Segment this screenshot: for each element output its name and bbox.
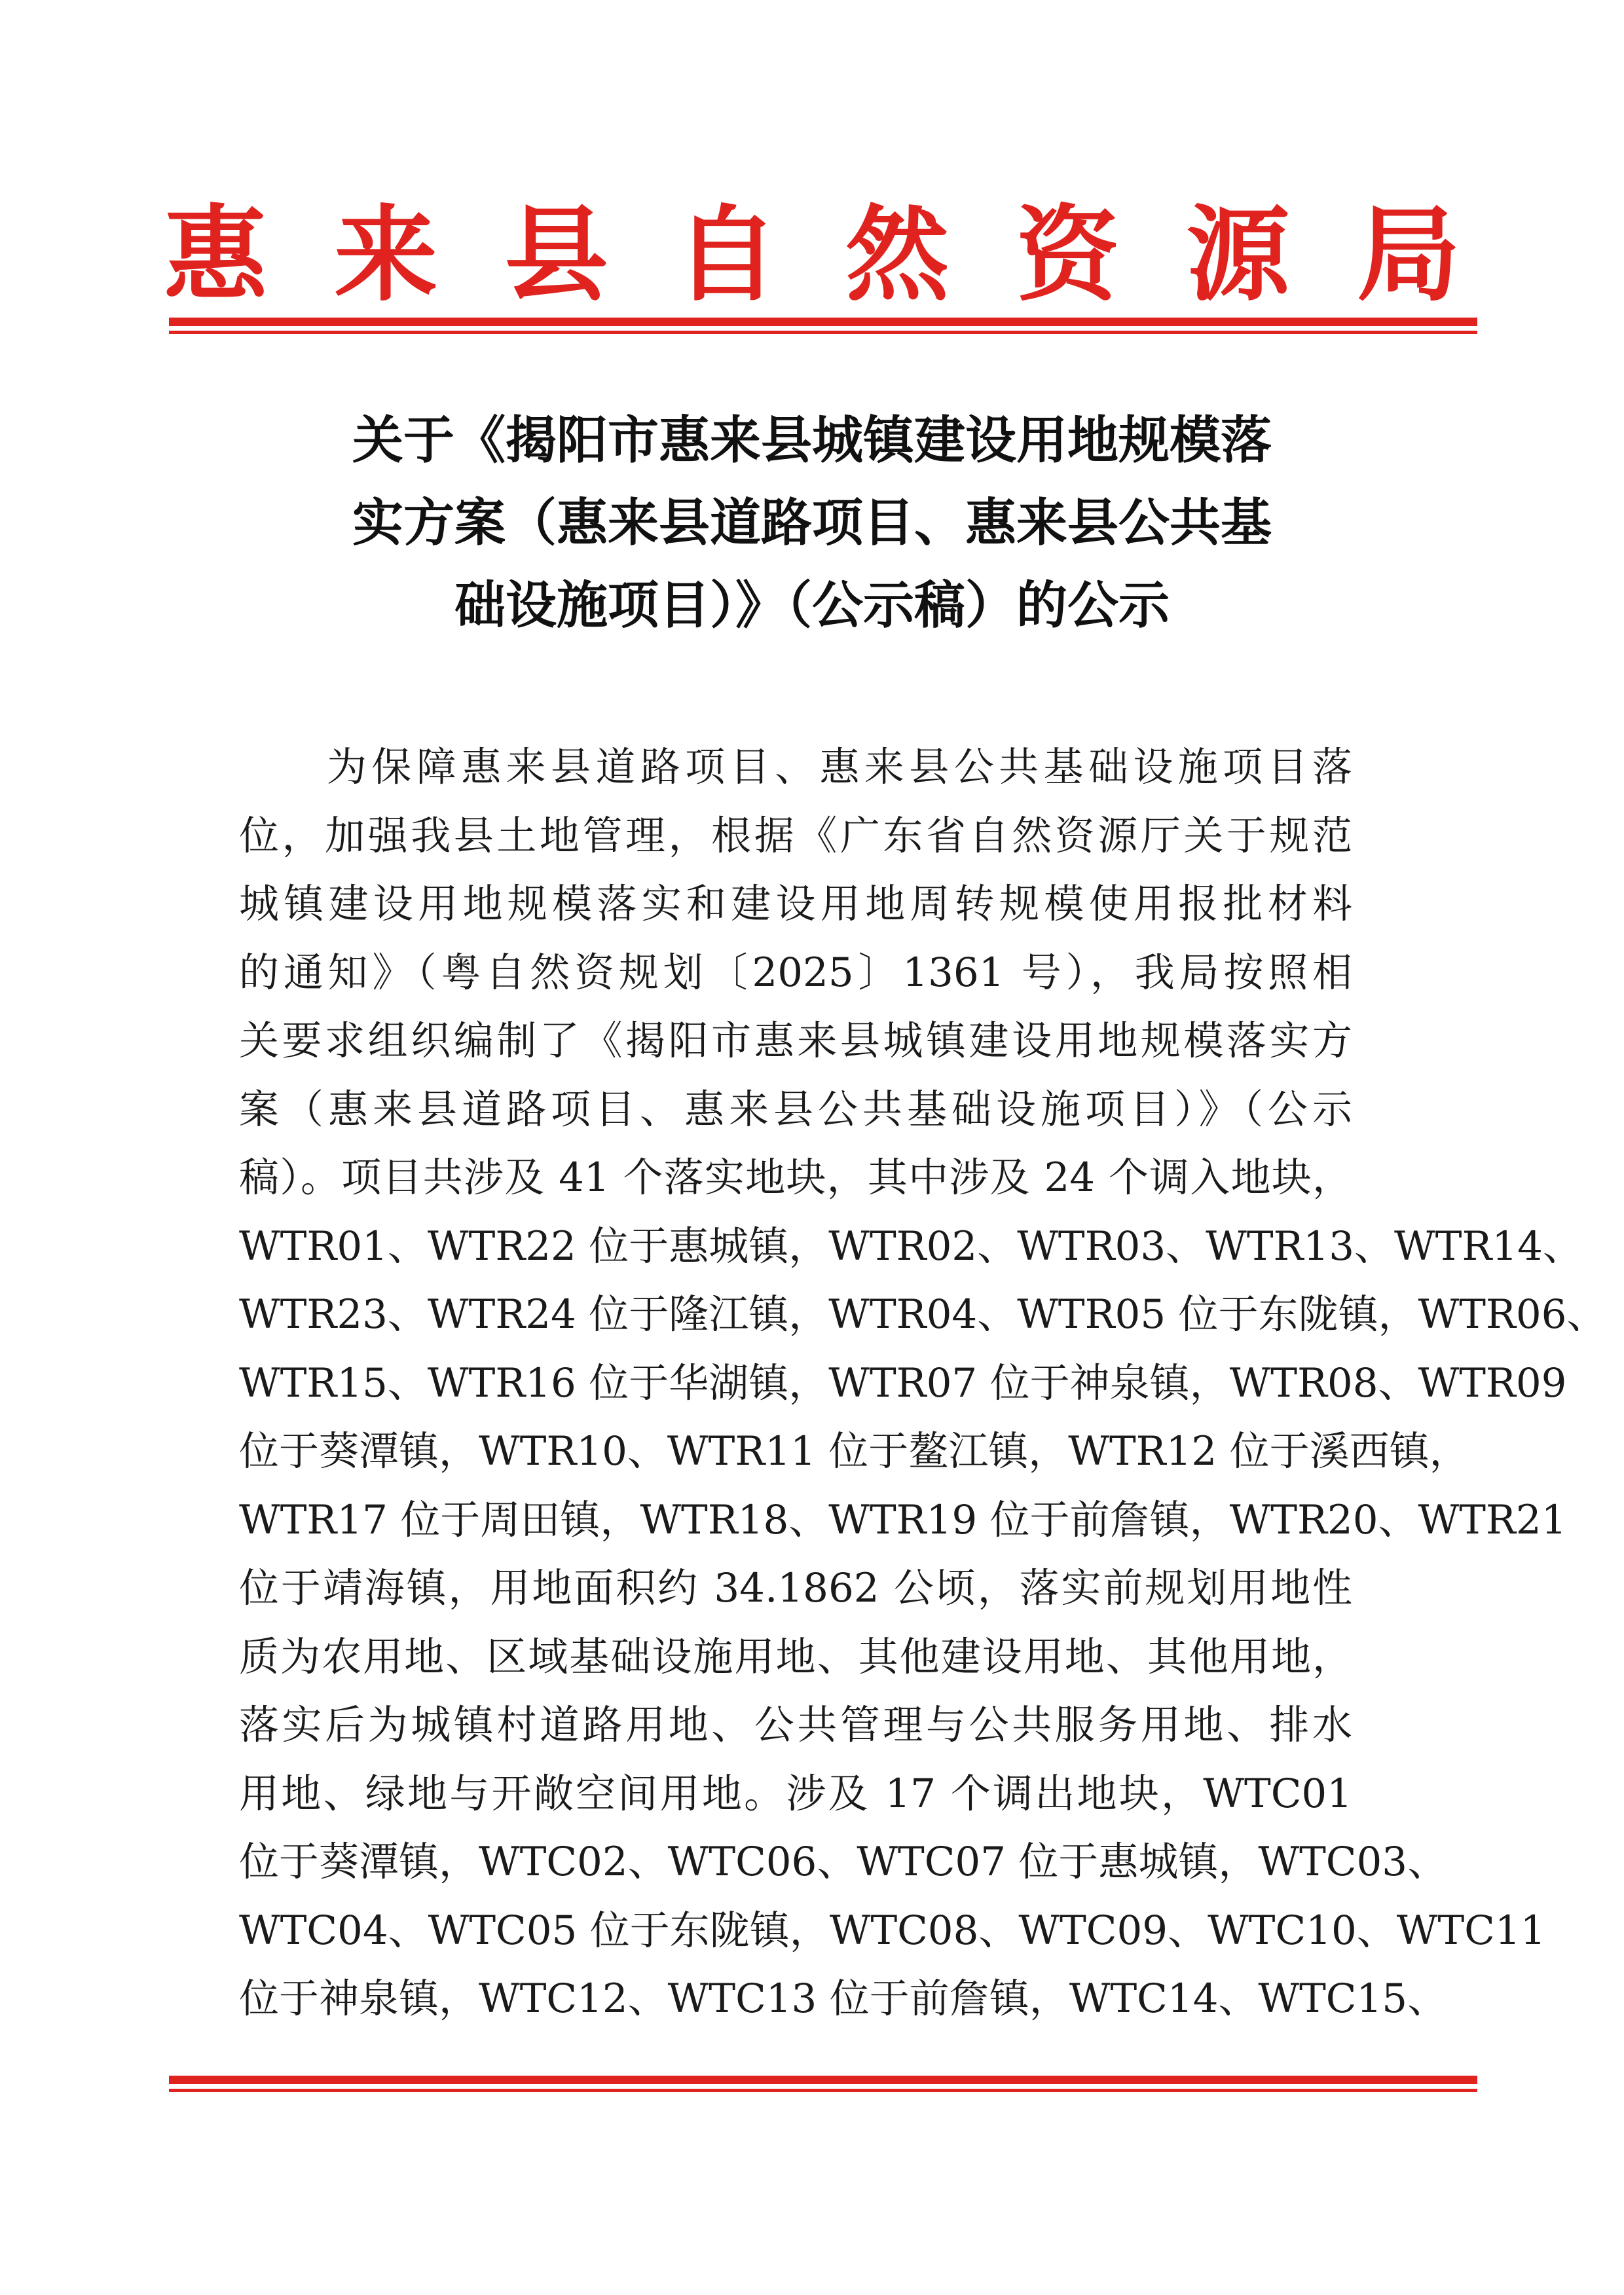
header-rule-thick — [169, 318, 1477, 326]
body-line: 质为农用地、区域基础设施用地、其他建设用地、其他用地， — [239, 1633, 1352, 1680]
body-line: 位于葵潭镇，WTR10、WTR11 位于鳌江镇，WTR12 位于溪西镇， — [239, 1428, 1469, 1475]
agency-header — [164, 196, 1460, 314]
agency-char: 来 — [334, 194, 438, 316]
footer-rule-thick — [169, 2076, 1477, 2084]
footer-rule-thin — [169, 2089, 1477, 2092]
agency-char: 资 — [1016, 194, 1120, 316]
agency-char: 然 — [845, 194, 950, 316]
title-line: 实方案（惠来县道路项目、惠来县公共基 — [352, 494, 1272, 553]
body-line: WTR17 位于周田镇，WTR18、WTR19 位于前詹镇，WTR20、WTR21 — [239, 1496, 1567, 1543]
body-line: 位于神泉镇，WTC12、WTC13 位于前詹镇，WTC14、WTC15、 — [239, 1975, 1448, 2022]
body-line: WTR23、WTR24 位于隆江镇，WTR04、WTR05 位于东陇镇，WTR06、 — [239, 1291, 1607, 1338]
agency-char: 县 — [504, 194, 608, 316]
body-line: 位于靖海镇，用地面积约 34.1862 公顷，落实前规划用地性 — [239, 1565, 1352, 1611]
agency-char: 局 — [1356, 194, 1460, 316]
body-paragraph — [239, 733, 1607, 2034]
body-line: 为保障惠来县道路项目、惠来县公共基础设施项目落 — [327, 744, 1352, 790]
body-line: 的通知》（粤自然资规划〔2025〕1361 号），我局按照相 — [239, 949, 1352, 996]
title-line: 础设施项目）》（公示稿）的公示 — [454, 576, 1170, 635]
body-line: 位于葵潭镇，WTC02、WTC06、WTC07 位于惠城镇，WTC03、 — [239, 1839, 1448, 1885]
body-line: 稿）。项目共涉及 41 个落实地块，其中涉及 24 个调入地块， — [239, 1154, 1352, 1201]
body-line: 落实后为城镇村道路用地、公共管理与公共服务用地、排水 — [239, 1702, 1352, 1748]
body-line: WTC04、WTC05 位于东陇镇，WTC08、WTC09、WTC10、WTC11 — [239, 1907, 1546, 1954]
body-line: 案（惠来县道路项目、惠来县公共基础设施项目）》（公示 — [239, 1086, 1352, 1133]
agency-char: 自 — [674, 194, 779, 316]
agency-char: 源 — [1186, 194, 1290, 316]
title-line: 关于《揭阳市惠来县城镇建设用地规模落 — [352, 411, 1272, 470]
body-line: WTR15、WTR16 位于华湖镇，WTR07 位于神泉镇，WTR08、WTR09 — [239, 1359, 1567, 1406]
body-line: WTR01、WTR22 位于惠城镇，WTR02、WTR03、WTR13、WTR14、 — [239, 1222, 1583, 1270]
document-title — [196, 399, 1428, 647]
header-rule-thin — [169, 331, 1477, 334]
body-line: 关要求组织编制了《揭阳市惠来县城镇建设用地规模落实方 — [239, 1018, 1352, 1064]
body-line: 城镇建设用地规模落实和建设用地周转规模使用报批材料 — [239, 881, 1352, 927]
body-line: 用地、绿地与开敞空间用地。涉及 17 个调出地块，WTC01 — [239, 1770, 1352, 1817]
agency-char: 惠 — [164, 194, 267, 316]
body-line: 位，加强我县土地管理，根据《广东省自然资源厅关于规范 — [239, 812, 1352, 859]
